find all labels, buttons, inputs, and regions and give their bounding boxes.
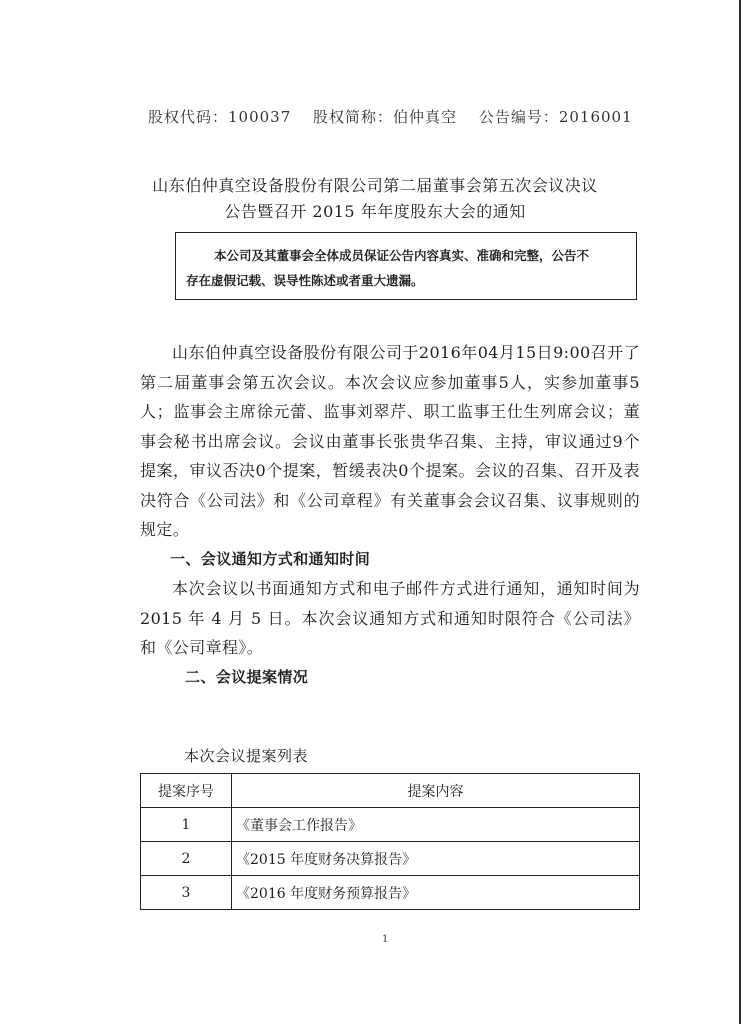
proposal-number: 3 bbox=[141, 876, 232, 910]
section-1-heading: 一、会议通知方式和通知时间 bbox=[170, 549, 371, 568]
title-line-1: 山东伯仲真空设备股份有限公司第二届董事会第五次会议决议 bbox=[152, 176, 598, 195]
proposal-content: 《董事会工作报告》 bbox=[232, 808, 640, 842]
title-line-2: 公告暨召开 2015 年年度股东大会的通知 bbox=[224, 202, 526, 221]
document-title bbox=[100, 173, 650, 225]
table-caption: 本次会议提案列表 bbox=[184, 747, 309, 765]
section-1-paragraph: 本次会议以书面通知方式和电子邮件方式进行通知，通知时间为 2015 年 4 月 5 日。本次会议通知方式和通知时限符合《公司法》和《公司章程》。 bbox=[140, 579, 640, 657]
stock-code: 股权代码：100037 bbox=[148, 108, 292, 126]
announcement-number: 公告编号：2016001 bbox=[478, 108, 633, 126]
column-header-content: 提案内容 bbox=[232, 774, 640, 808]
stock-name: 股权简称：伯仲真空 bbox=[313, 108, 458, 126]
table-row bbox=[141, 808, 640, 842]
board-guarantee-notice bbox=[175, 232, 637, 300]
table-header-row bbox=[141, 774, 640, 808]
proposal-content: 《2016 年度财务预算报告》 bbox=[232, 876, 640, 910]
intro-paragraph: 山东伯仲真空设备股份有限公司于2016年04月15日9:00召开了第二届董事会第五次会议。本次会议应参加董事5人，实参加董事5人；监事会主席徐元蕾、监事刘翠芹、职工监事王仕生列席会议；董事会秘书出席会议。会议由董事长张贵华召集、主持，审议通过9个提案，审议否决0个提案，暂缓表决0个提案。会议的召集、召开及表决符合《公司法》和《公司章程》有关董事会会议召集、议事规则的规定。 bbox=[140, 343, 640, 539]
column-header-number: 提案序号 bbox=[141, 774, 232, 808]
proposal-content: 《2015 年度财务决算报告》 bbox=[232, 842, 640, 876]
proposal-number: 2 bbox=[141, 842, 232, 876]
scan-edge-line bbox=[739, 0, 741, 1024]
document-body bbox=[140, 338, 640, 692]
section-2-heading: 二、会议提案情况 bbox=[185, 667, 309, 686]
notice-line-1: 本公司及其董事会全体成员保证公告内容真实、准确和完整，公告不 bbox=[214, 248, 590, 263]
proposal-table bbox=[140, 773, 640, 910]
proposal-number: 1 bbox=[141, 808, 232, 842]
notice-line-2: 存在虚假记载、误导性陈述或者重大遗漏。 bbox=[186, 273, 424, 288]
table-row bbox=[141, 842, 640, 876]
table-row bbox=[141, 876, 640, 910]
page-number: 1 bbox=[382, 934, 389, 945]
announcement-header bbox=[148, 106, 668, 127]
